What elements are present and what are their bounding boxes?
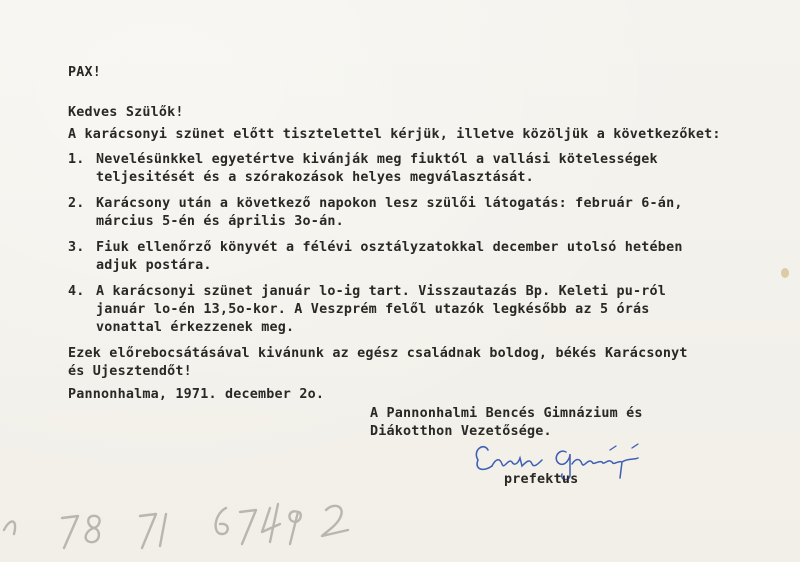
sender-line-1: A Pannonhalmi Bencés Gimnázium és	[370, 406, 643, 421]
item-3-line-2: adjuk postára.	[96, 258, 212, 273]
place-date: Pannonhalma, 1971. december 2o.	[68, 387, 325, 402]
salutation: Kedves Szülők!	[68, 105, 184, 120]
closing-line-1: Ezek előrebocsátásával kivánunk az egész családnak boldog, békés Karácsonyt	[68, 346, 688, 361]
item-4-line-3: vonattal érkezzenek meg.	[96, 320, 295, 335]
item-2-line-1: Karácsony után a következő napokon lesz szülői látogatás: február 6-án,	[96, 196, 683, 211]
item-3-number: 3.	[68, 240, 85, 255]
item-1-number: 1.	[68, 152, 85, 167]
sender-line-2: Diákotthon Vezetősége.	[370, 424, 552, 439]
item-4-number: 4.	[68, 284, 85, 299]
closing-line-2: és Ujesztendőt!	[68, 364, 192, 379]
item-2-line-2: március 5-én és április 3o-án.	[96, 214, 344, 229]
paper-stain	[781, 268, 789, 278]
greeting-pax: PAX!	[68, 65, 102, 80]
item-4-line-2: január lo-én 13,5o-kor. A Veszprém felől utazók legkésőbb az 5 órás	[96, 302, 650, 317]
pencil-annotation	[0, 490, 440, 562]
item-3-line-1: Fiuk ellenőrző könyvét a félévi osztályzatokkal december utolsó hetében	[96, 240, 683, 255]
intro-line: A karácsonyi szünet előtt tisztelettel kérjük, illetve közöljük a következőket:	[68, 127, 721, 142]
item-1-line-2: teljesitését és a szórakozások helyes megválasztását.	[96, 170, 534, 185]
signature-title: prefektus	[504, 472, 579, 487]
item-2-number: 2.	[68, 196, 85, 211]
item-1-line-1: Nevelésünkkel egyetértve kivánják meg fiuktól a vallási kötelességek	[96, 152, 658, 167]
item-4-line-1: A karácsonyi szünet január lo-ig tart. Visszautazás Bp. Keleti pu-ról	[96, 284, 667, 299]
